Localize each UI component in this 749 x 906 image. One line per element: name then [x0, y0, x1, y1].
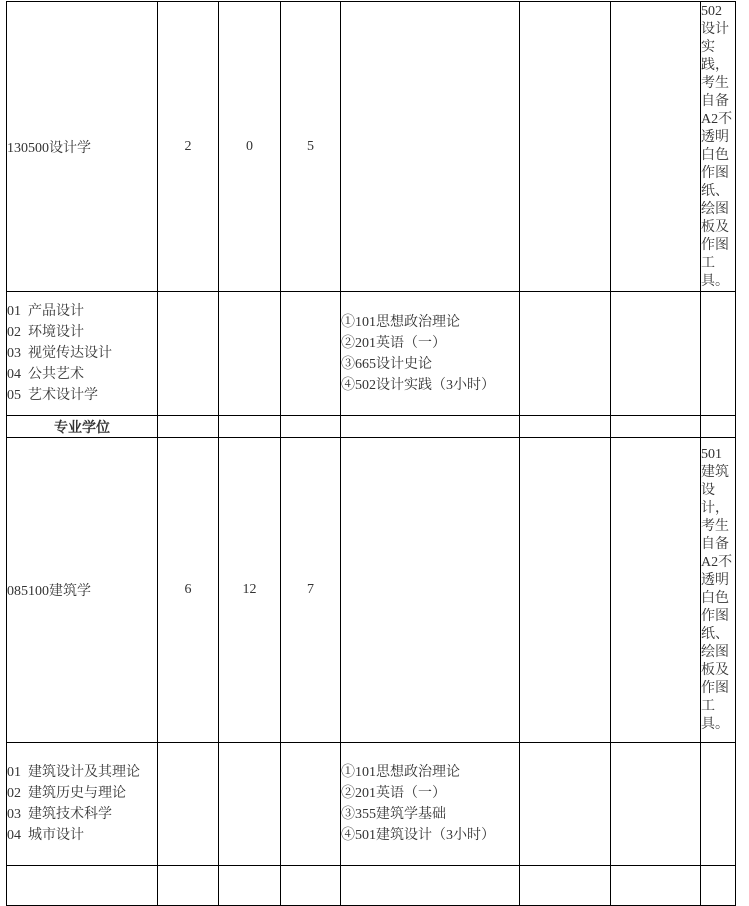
empty-cell — [701, 743, 736, 866]
empty-cell — [341, 416, 520, 438]
admissions-catalog-table — [6, 1, 736, 906]
architecture-direction-line: 02 建筑历史与理论 — [7, 786, 126, 801]
empty-cell — [611, 2, 701, 292]
empty-cell — [281, 416, 341, 438]
architecture-exam-line: ④501建筑设计（3小时） — [341, 828, 495, 843]
architecture-remark-cell: 501建筑设计，考生自备A2不透明白色作图纸、绘图板及作图工具。 — [701, 438, 736, 743]
design-exam-line: ③665设计史论 — [341, 356, 432, 372]
empty-cell — [219, 292, 281, 416]
design-directions-cell — [7, 292, 158, 416]
empty-cell — [701, 292, 736, 416]
design-program-row — [7, 2, 736, 292]
empty-cell — [158, 866, 219, 906]
empty-cell — [701, 866, 736, 906]
empty-cell — [520, 292, 611, 416]
empty-cell — [701, 416, 736, 438]
empty-cell — [158, 416, 219, 438]
architecture-num1-cell: 6 — [158, 438, 219, 743]
design-num3-cell: 5 — [281, 2, 341, 292]
empty-cell — [341, 438, 520, 743]
design-direction-line: 01 产品设计 — [7, 304, 84, 319]
empty-cell — [611, 438, 701, 743]
architecture-exam-line: ③355建筑学基础 — [341, 807, 446, 822]
empty-cell — [520, 438, 611, 743]
architecture-num2-cell: 12 — [219, 438, 281, 743]
architecture-direction-line: 04 城市设计 — [7, 828, 84, 843]
design-exams-cell — [341, 292, 520, 416]
design-exam-line: ②201英语（一） — [341, 335, 446, 351]
empty-cell — [158, 292, 219, 416]
empty-cell — [219, 416, 281, 438]
design-direction-line: 02 环境设计 — [7, 325, 84, 340]
empty-cell — [611, 866, 701, 906]
design-program-name: 130500设计学 — [7, 140, 91, 156]
empty-cell — [341, 2, 520, 292]
architecture-num3-cell: 7 — [281, 438, 341, 743]
next-partial-row — [7, 866, 736, 906]
design-program-cell — [7, 2, 158, 292]
empty-cell — [158, 743, 219, 866]
architecture-program-row — [7, 438, 736, 743]
design-exam-line: ①101思想政治理论 — [341, 314, 460, 330]
empty-cell — [7, 866, 158, 906]
empty-cell — [611, 743, 701, 866]
empty-cell — [520, 2, 611, 292]
empty-cell — [281, 743, 341, 866]
design-direction-line: 05 艺术设计学 — [7, 388, 98, 403]
design-direction-line: 03 视觉传达设计 — [7, 346, 112, 361]
empty-cell — [520, 866, 611, 906]
design-exam-line: ④502设计实践（3小时） — [341, 377, 495, 393]
architecture-direction-line: 01 建筑设计及其理论 — [7, 765, 140, 780]
design-num1-cell: 2 — [158, 2, 219, 292]
empty-cell — [341, 866, 520, 906]
design-remark-cell: 502设计实践，考生自备A2不透明白色作图纸、绘图板及作图工具。 — [701, 2, 736, 292]
design-num2-cell: 0 — [219, 2, 281, 292]
divider-row — [7, 416, 736, 438]
architecture-program-cell — [7, 438, 158, 743]
empty-cell — [611, 416, 701, 438]
architecture-exam-line: ②201英语（一） — [341, 786, 446, 801]
empty-cell — [219, 866, 281, 906]
design-directions-row — [7, 292, 736, 416]
architecture-exam-line: ①101思想政治理论 — [341, 765, 460, 780]
architecture-directions-row — [7, 743, 736, 866]
empty-cell — [520, 743, 611, 866]
architecture-program-name: 085100建筑学 — [7, 584, 91, 599]
empty-cell — [520, 416, 611, 438]
divider-label-cell: 专业学位 — [7, 416, 158, 438]
architecture-direction-line: 03 建筑技术科学 — [7, 807, 112, 822]
empty-cell — [611, 292, 701, 416]
architecture-directions-cell — [7, 743, 158, 866]
empty-cell — [219, 743, 281, 866]
empty-cell — [281, 292, 341, 416]
empty-cell — [281, 866, 341, 906]
design-direction-line: 04 公共艺术 — [7, 367, 84, 382]
architecture-exams-cell — [341, 743, 520, 866]
